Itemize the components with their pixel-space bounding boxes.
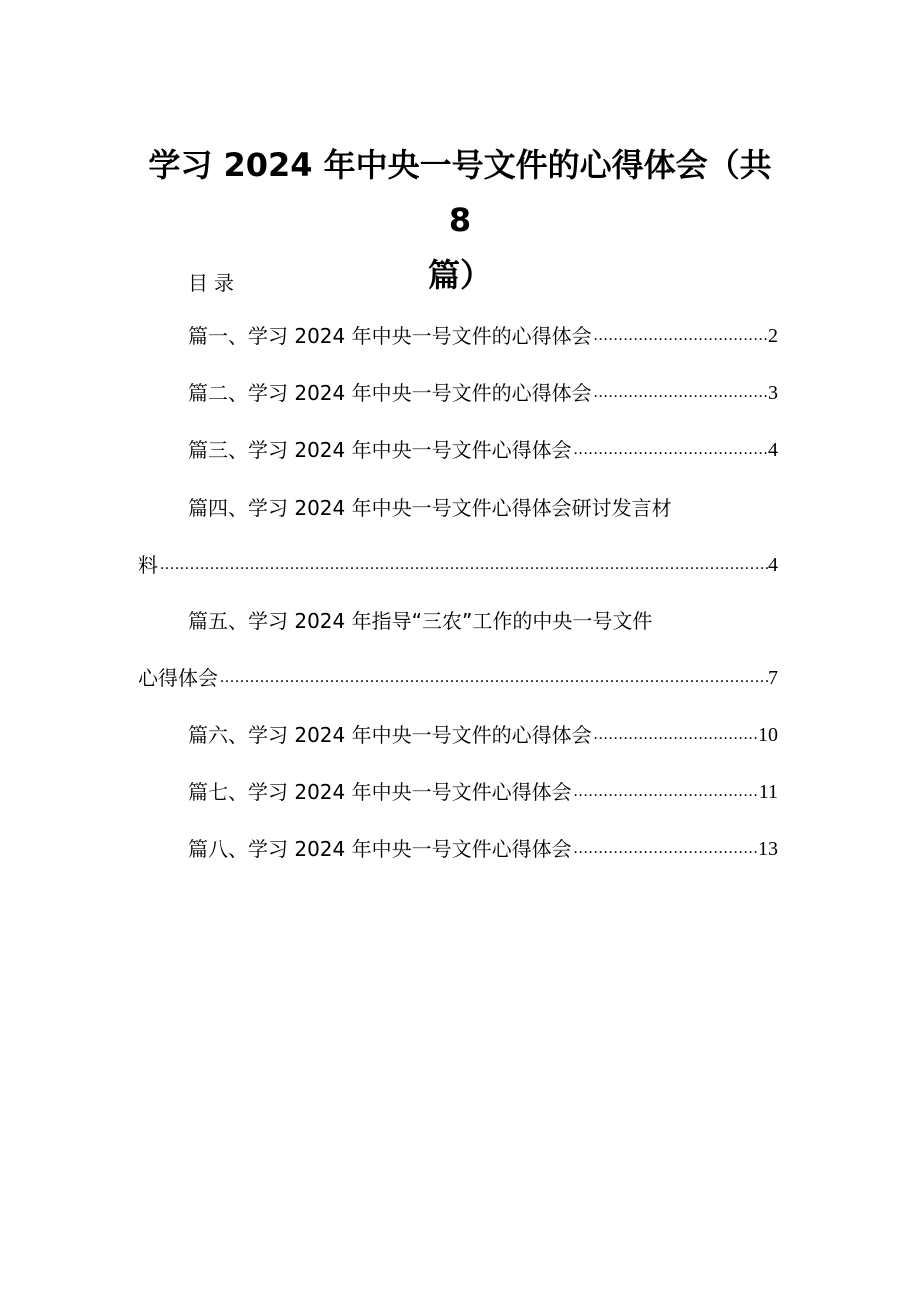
- toc-entry-1[interactable]: [138, 321, 778, 351]
- toc-entry-label: 篇三、学习 2024 年中央一号文件心得体会: [188, 438, 572, 462]
- toc-entry-label: 篇一、学习 2024 年中央一号文件的心得体会: [188, 324, 592, 348]
- toc-entry-label: 篇八、学习 2024 年中央一号文件心得体会: [188, 837, 572, 861]
- toc-heading: 目录: [188, 271, 240, 295]
- toc-entry-8[interactable]: [138, 834, 778, 864]
- toc-entry-7[interactable]: [138, 777, 778, 807]
- toc-entry-3[interactable]: [138, 435, 778, 465]
- toc-entry-label: 篇六、学习 2024 年中央一号文件的心得体会: [188, 723, 592, 747]
- toc-page-number: 2: [768, 325, 778, 347]
- toc-entry-label: 料: [138, 553, 158, 577]
- toc-page-number: 4: [768, 554, 778, 576]
- toc-page-number: 13: [758, 838, 778, 860]
- toc-leader-dots: [158, 550, 768, 580]
- toc-page-number: 4: [768, 439, 778, 461]
- toc-leader-dots: [592, 378, 768, 408]
- toc-entry-5[interactable]: [138, 663, 778, 693]
- document-title-line2: 篇）: [427, 256, 492, 294]
- toc-page-number: 7: [768, 667, 778, 689]
- toc-entry-4[interactable]: [138, 550, 778, 580]
- toc-entry-4-line1[interactable]: 篇四、学习 2024 年中央一号文件心得体会研讨发言材: [188, 496, 672, 520]
- toc-page-number: 3: [768, 382, 778, 404]
- toc-entry-label: 心得体会: [138, 666, 218, 690]
- toc-entry-5-line1[interactable]: 篇五、学习 2024 年指导“三农”工作的中央一号文件: [188, 609, 653, 633]
- toc-leader-dots: [572, 777, 759, 807]
- toc-leader-dots: [572, 435, 768, 465]
- toc-page-number: 11: [758, 781, 778, 803]
- toc-entry-6[interactable]: [138, 720, 778, 750]
- toc-entry-label: 篇七、学习 2024 年中央一号文件心得体会: [188, 780, 572, 804]
- document-title-line1: 学习 2024 年中央一号文件的心得体会（共 8: [148, 146, 772, 239]
- toc-leader-dots: [218, 663, 768, 693]
- toc-leader-dots: [592, 720, 758, 750]
- toc-entry-label: 篇二、学习 2024 年中央一号文件的心得体会: [188, 381, 592, 405]
- toc-leader-dots: [592, 321, 768, 351]
- toc-leader-dots: [572, 834, 758, 864]
- toc-page-number: 10: [758, 724, 778, 746]
- toc-entry-2[interactable]: [138, 378, 778, 408]
